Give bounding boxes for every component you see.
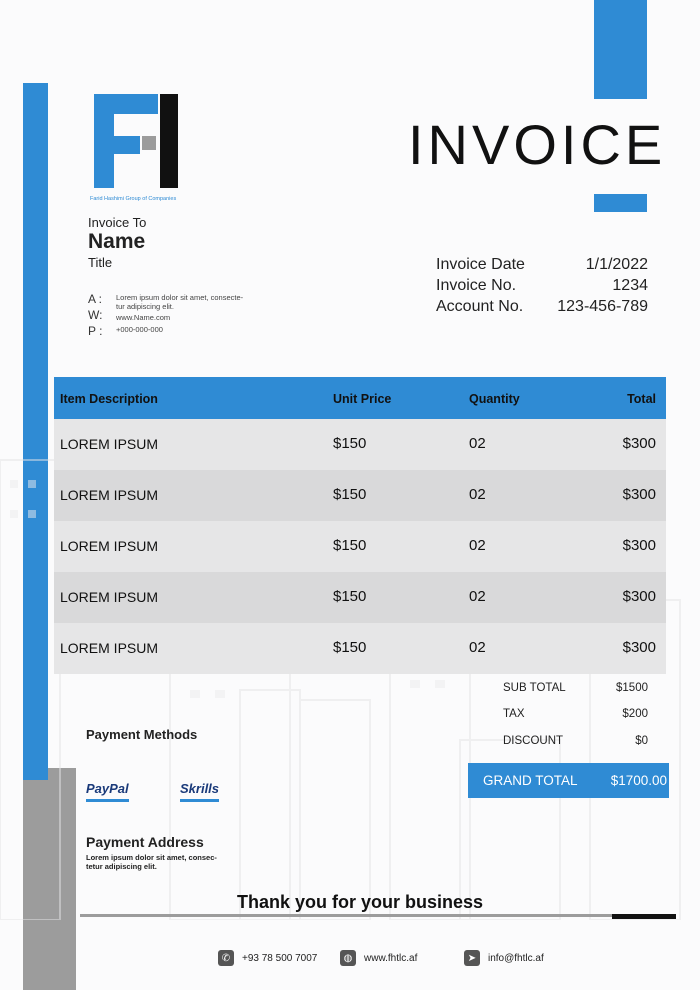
footer-phone-text: +93 78 500 7007 [242,952,318,964]
invoice-date-row [436,256,648,274]
thank-you-message: Thank you for your business [236,892,484,912]
footer-divider-accent [612,914,676,919]
row-description: LOREM IPSUM [60,640,159,656]
row-unit-price: $150 [333,639,367,656]
header-quantity: Quantity [469,392,520,406]
subtotal-row [503,682,648,694]
payment-address-text: Lorem ipsum dolor sit amet, consec- tetur adipiscing elit. [86,853,217,871]
footer-phone [218,950,317,966]
invoice-title: INVOICE [408,113,667,176]
discount-value: $0 [635,735,648,747]
top-right-accent-bar [594,0,647,99]
items-table [54,377,666,674]
skrills-method: Skrills [180,781,219,802]
row-description: LOREM IPSUM [60,538,159,554]
address-label: A : [88,292,103,306]
tax-row [503,708,648,720]
address-value: Lorem ipsum dolor sit amet, consecte- tur adipiscing elit. [116,293,244,311]
invoice-number-row [436,277,648,295]
row-description: LOREM IPSUM [60,589,159,605]
footer-website-text[interactable]: www.fhtlc.af [364,952,418,964]
grand-total-box [468,763,669,798]
table-row [54,470,666,521]
tax-value: $200 [622,708,648,720]
logo-caption: Farid Hashimi Group of Companies [90,196,177,202]
row-unit-price: $150 [333,537,367,554]
footer-website[interactable] [340,950,417,966]
table-row [54,623,666,674]
invoice-to-label: Invoice To [88,215,147,230]
payment-address-heading: Payment Address [86,834,204,850]
row-quantity: 02 [469,588,486,605]
header-unit-price: Unit Price [333,392,392,406]
row-quantity: 02 [469,486,486,503]
table-row [54,419,666,470]
header-description: Item Description [60,392,158,406]
footer-email[interactable] [464,950,544,966]
account-number-row [436,298,648,316]
row-unit-price: $150 [333,588,367,605]
footer-email-text[interactable]: info@fhtlc.af [488,952,544,964]
customer-title: Title [88,255,113,270]
phone-label: P : [88,324,103,338]
tax-label: TAX [503,708,525,720]
row-description: LOREM IPSUM [60,487,159,503]
row-unit-price: $150 [333,486,367,503]
invoice-date-label: Invoice Date [436,256,525,273]
header-total: Total [627,392,656,406]
company-logo [92,92,182,204]
table-row [54,572,666,623]
row-total: $300 [622,537,656,554]
table-header [54,377,666,419]
whatsapp-icon: ✆ [218,950,234,966]
account-number-label: Account No. [436,298,524,315]
website-value: www.Name.com [116,313,171,322]
title-underline-bar [594,194,647,212]
row-total: $300 [622,639,656,656]
row-description: LOREM IPSUM [60,436,159,452]
subtotal-label: SUB TOTAL [503,682,566,694]
invoice-number-value: 1234 [612,277,648,294]
invoice-number-label: Invoice No. [436,277,517,294]
row-unit-price: $150 [333,435,367,452]
row-total: $300 [622,435,656,452]
paper-plane-icon: ➤ [464,950,480,966]
account-number-value: 123-456-789 [557,298,648,315]
phone-value: +000-000-000 [116,325,163,334]
grand-total-value: $1700.00 [610,773,667,788]
discount-row [503,735,648,747]
invoice-date-value: 1/1/2022 [585,256,648,273]
globe-icon: ◍ [340,950,356,966]
footer-divider [80,914,676,917]
paypal-method: PayPal [86,781,129,802]
discount-label: DISCOUNT [503,735,564,747]
payment-methods-heading: Payment Methods [86,727,198,742]
table-body [54,419,666,674]
website-label: W: [88,308,103,322]
row-quantity: 02 [469,537,486,554]
row-quantity: 02 [469,639,486,656]
row-total: $300 [622,588,656,605]
table-row [54,521,666,572]
customer-name: Name [88,230,146,253]
row-total: $300 [622,486,656,503]
grand-total-label: GRAND TOTAL [483,773,578,788]
subtotal-value: $1500 [616,682,648,694]
row-quantity: 02 [469,435,486,452]
